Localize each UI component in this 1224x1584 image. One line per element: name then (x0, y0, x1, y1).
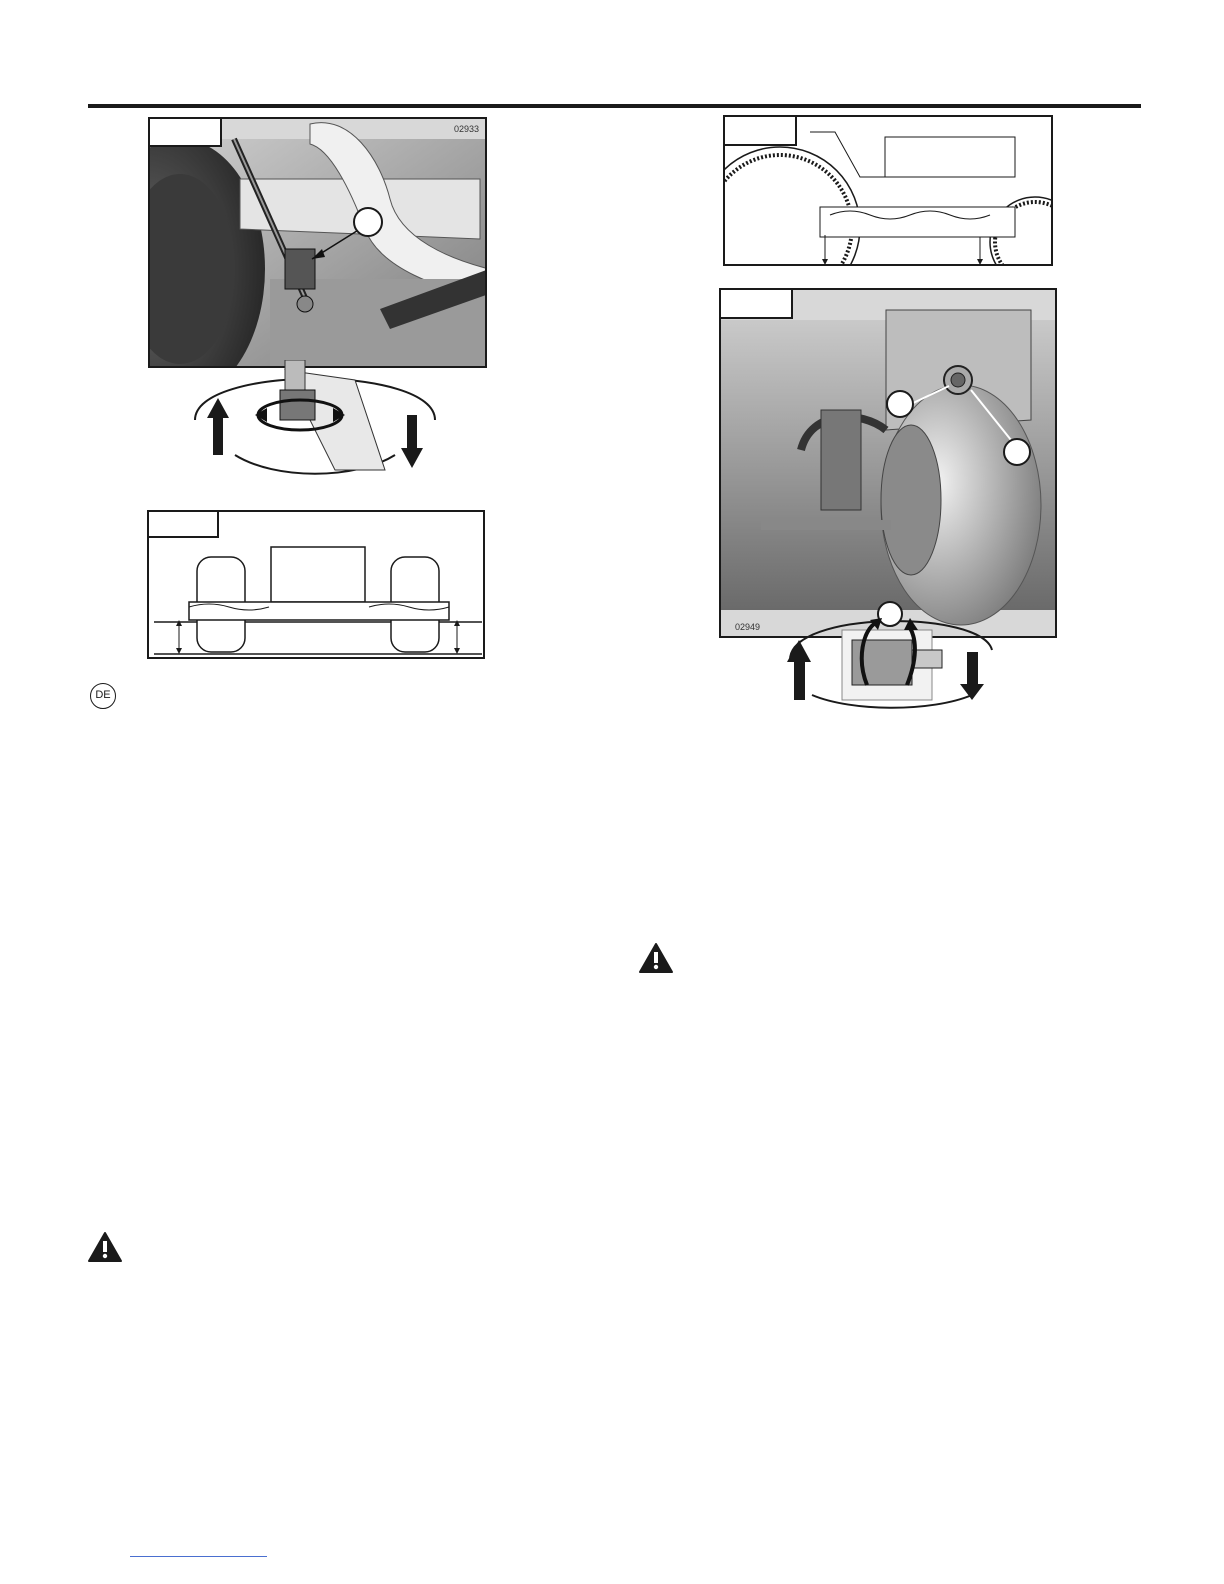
figure-label-box (719, 288, 793, 319)
warning-triangle-icon (638, 942, 674, 974)
callout-marker (878, 602, 902, 626)
figure-label-box (147, 510, 219, 538)
callout-marker (353, 207, 383, 237)
gauge-wheel-zoom-detail (782, 600, 1002, 710)
arrow-down-icon (960, 652, 984, 700)
arrow-down-icon (401, 415, 423, 468)
header-rule (88, 104, 1141, 108)
figure-deck-side-view (723, 115, 1053, 266)
callout-marker (1003, 438, 1031, 466)
callout-marker (886, 390, 914, 418)
footer-link-underline[interactable] (130, 1556, 267, 1557)
image-code: 02949 (735, 622, 761, 632)
tie-rod-illustration (150, 119, 487, 368)
warning-triangle-icon (87, 1231, 123, 1263)
image-code: 02933 (453, 124, 479, 134)
figure-deck-front-view (147, 510, 485, 659)
figure-tie-rod-adjustment (148, 117, 487, 368)
gauge-wheel-illustration (721, 290, 1057, 638)
arrow-up-icon (787, 640, 811, 700)
figure-label-box (148, 117, 222, 147)
tie-rod-zoom-detail (185, 360, 445, 480)
arrow-up-icon (207, 398, 229, 455)
figure-gauge-wheel-adjustment (719, 288, 1057, 638)
figure-label-box (723, 115, 797, 146)
language-badge: DE (90, 683, 116, 709)
